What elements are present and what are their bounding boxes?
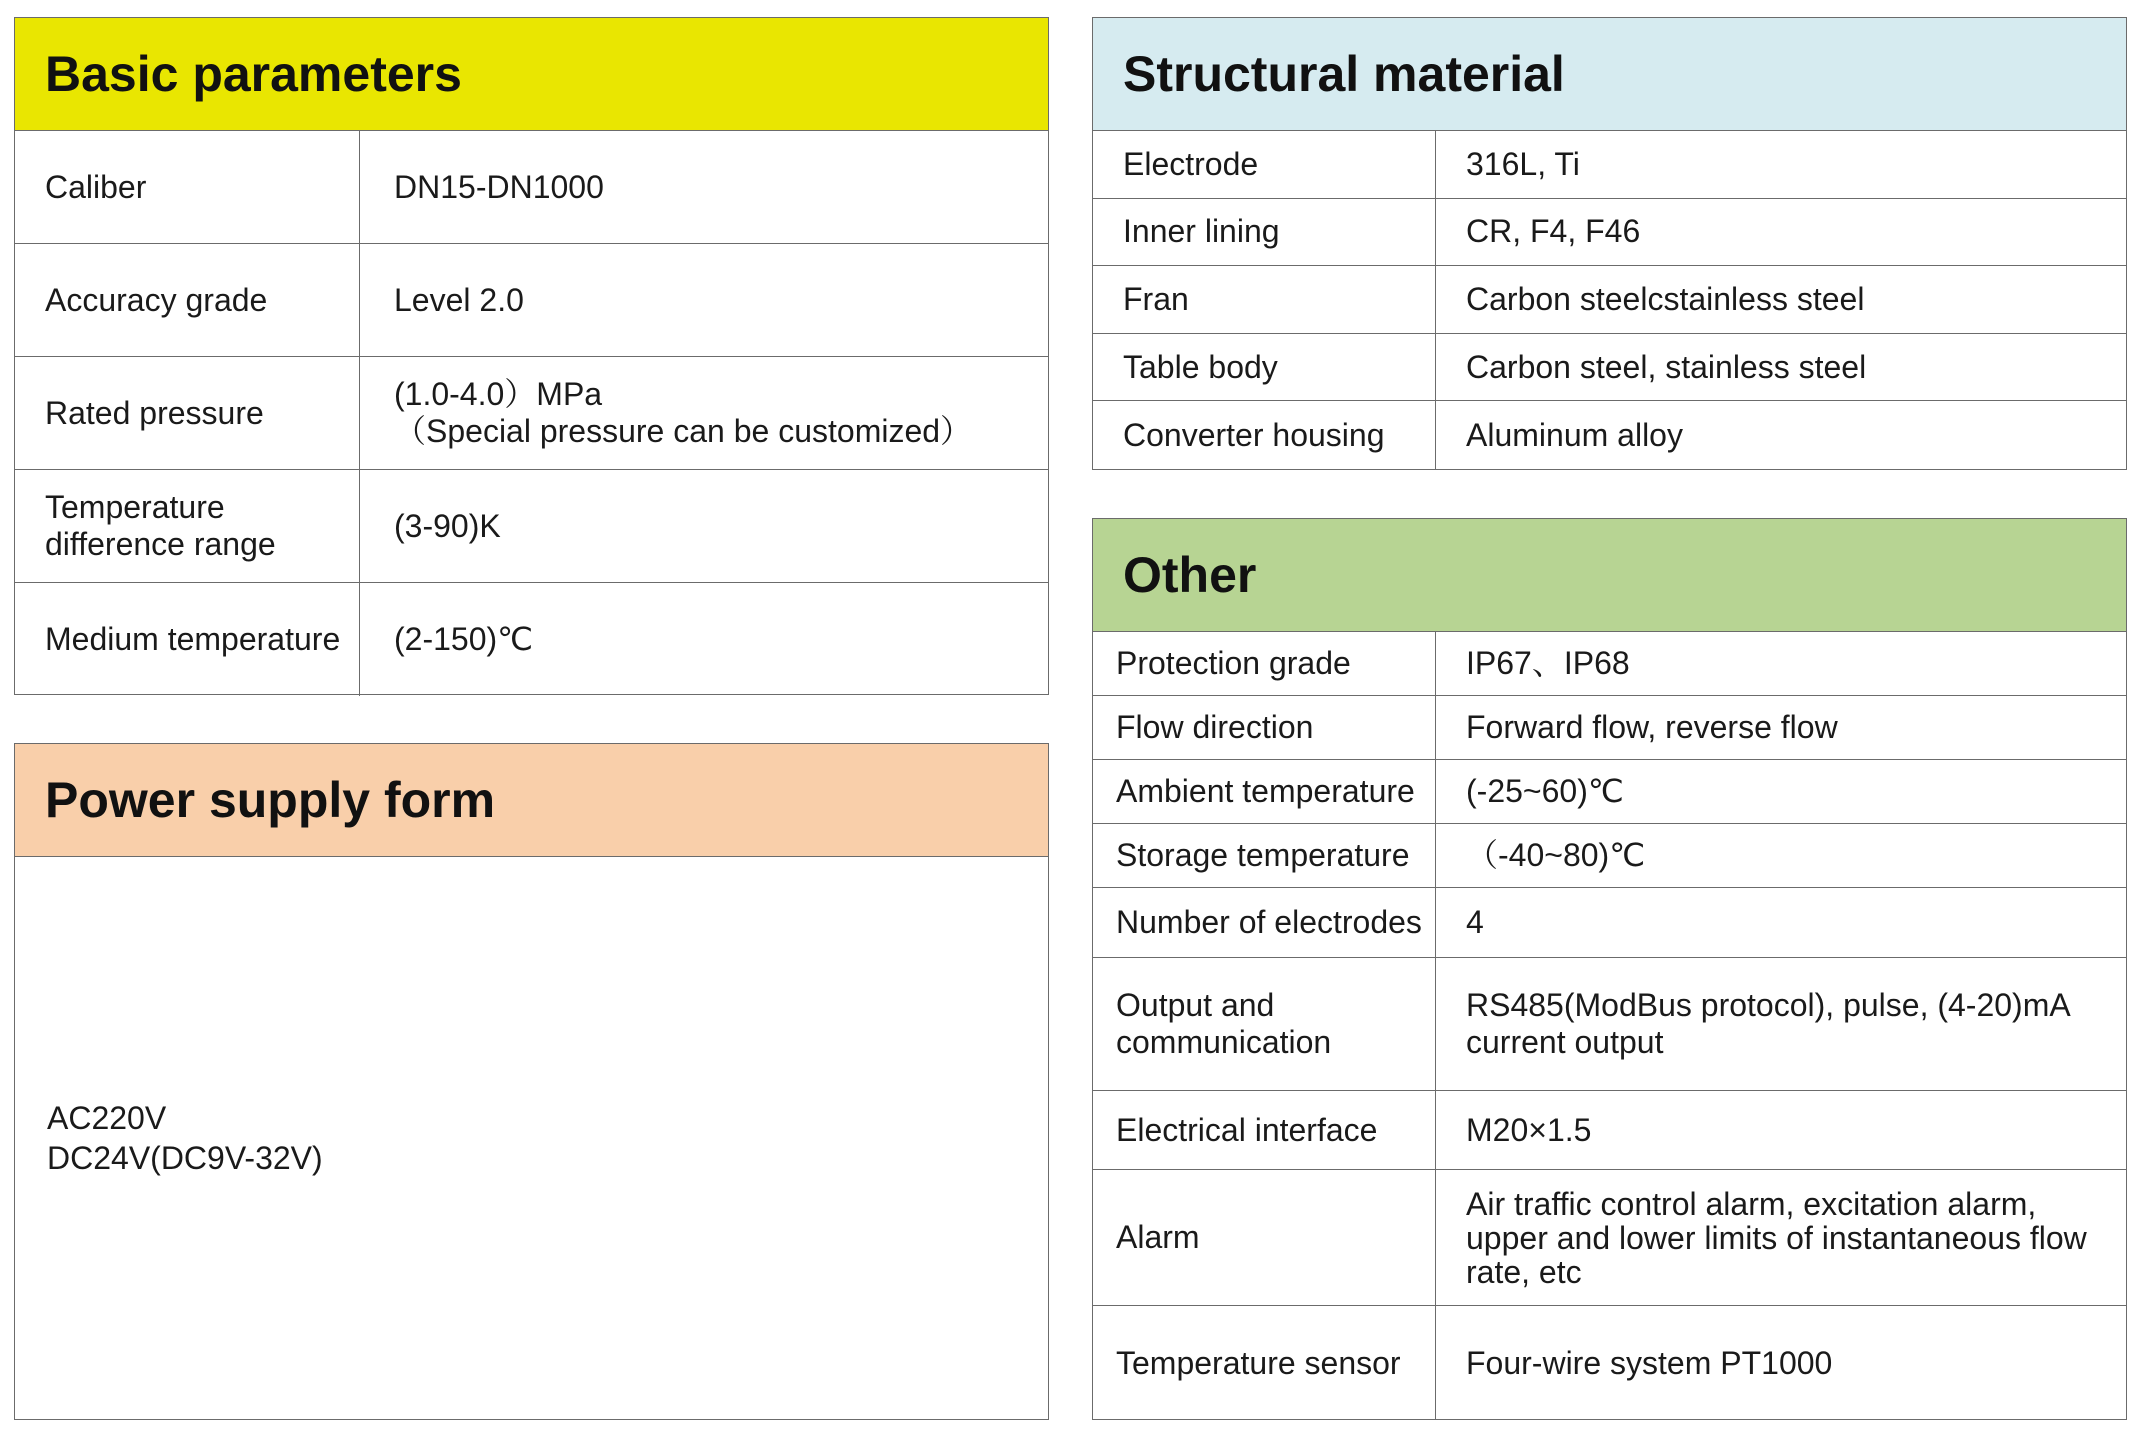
row-value: Aluminum alloy: [1466, 416, 1683, 453]
power-supply-title: Power supply form: [15, 744, 1048, 857]
table-row: [15, 470, 1048, 583]
basic-parameters-table: [15, 131, 1048, 696]
row-label: Alarm: [1093, 1170, 1436, 1305]
row-label: Temperature sensor: [1093, 1306, 1436, 1420]
basic-parameters-title: Basic parameters: [15, 18, 1048, 131]
other-panel: [1092, 518, 2127, 1420]
row-label: Protection grade: [1093, 632, 1436, 695]
table-row: [1093, 199, 2126, 267]
row-label: Accuracy grade: [15, 244, 360, 356]
table-row: [1093, 1170, 2126, 1306]
table-row: [1093, 401, 2126, 469]
row-label: Number of electrodes: [1093, 888, 1436, 957]
row-label: Table body: [1093, 334, 1436, 401]
power-supply-value: AC220V DC24V(DC9V-32V): [47, 1100, 323, 1176]
table-row: [1093, 958, 2126, 1091]
row-label: Temperature difference range: [15, 470, 360, 582]
row-value: (1.0-4.0）MPa （Special pressure can be customized）: [394, 376, 973, 449]
row-value: Air traffic control alarm, excitation alarm, upper and lower limits of instantaneous flow rate, etc: [1466, 1185, 2087, 1290]
row-label: Ambient temperature: [1093, 760, 1436, 823]
row-label: Medium temperature: [15, 583, 360, 696]
table-row: [1093, 266, 2126, 334]
table-row: [15, 244, 1048, 357]
row-label: Converter housing: [1093, 401, 1436, 469]
row-value: Four-wire system PT1000: [1466, 1344, 1833, 1381]
power-supply-panel: [14, 743, 1049, 1420]
table-row: [1093, 131, 2126, 199]
row-value: Forward flow, reverse flow: [1466, 709, 1838, 745]
table-row: [15, 131, 1048, 244]
row-value: 4: [1466, 904, 1484, 940]
table-row: [1093, 696, 2126, 760]
row-label: Caliber: [15, 131, 360, 243]
row-value: CR, F4, F46: [1466, 213, 1641, 250]
row-value: DN15-DN1000: [394, 168, 604, 205]
row-label: Electrical interface: [1093, 1091, 1436, 1169]
structural-material-table: [1093, 131, 2126, 469]
row-label: Storage temperature: [1093, 824, 1436, 887]
row-value: 316L, Ti: [1466, 145, 1580, 182]
row-value: IP67、IP68: [1466, 645, 1630, 681]
table-row: [1093, 632, 2126, 696]
other-table: [1093, 632, 2126, 1420]
table-row: [1093, 1306, 2126, 1420]
row-value: M20×1.5: [1466, 1111, 1592, 1148]
table-row: [1093, 888, 2126, 958]
table-row: [1093, 334, 2126, 402]
structural-material-title: Structural material: [1093, 18, 2126, 131]
row-label: Flow direction: [1093, 696, 1436, 759]
row-value: (2-150)℃: [394, 621, 534, 657]
table-row: [1093, 1091, 2126, 1170]
row-value: （-40~80)℃: [1466, 837, 1646, 873]
row-value: Carbon steel, stainless steel: [1466, 348, 1867, 385]
table-row: [15, 583, 1048, 696]
basic-parameters-panel: [14, 17, 1049, 695]
structural-material-panel: [1092, 17, 2127, 470]
table-row: [1093, 760, 2126, 824]
row-value: Level 2.0: [394, 281, 524, 318]
row-label: Electrode: [1093, 131, 1436, 198]
row-value: (-25~60)℃: [1466, 773, 1624, 809]
row-label: Output and communication: [1093, 958, 1436, 1090]
row-label: Fran: [1093, 266, 1436, 333]
row-label: Rated pressure: [15, 357, 360, 469]
other-title: Other: [1093, 519, 2126, 632]
table-row: [15, 357, 1048, 470]
row-label: Inner lining: [1093, 199, 1436, 266]
table-row: [1093, 824, 2126, 888]
row-value: (3-90)K: [394, 507, 501, 544]
row-value: Carbon steelcstainless steel: [1466, 280, 1865, 317]
row-value: RS485(ModBus protocol), pulse, (4-20)mA current output: [1466, 987, 2071, 1060]
